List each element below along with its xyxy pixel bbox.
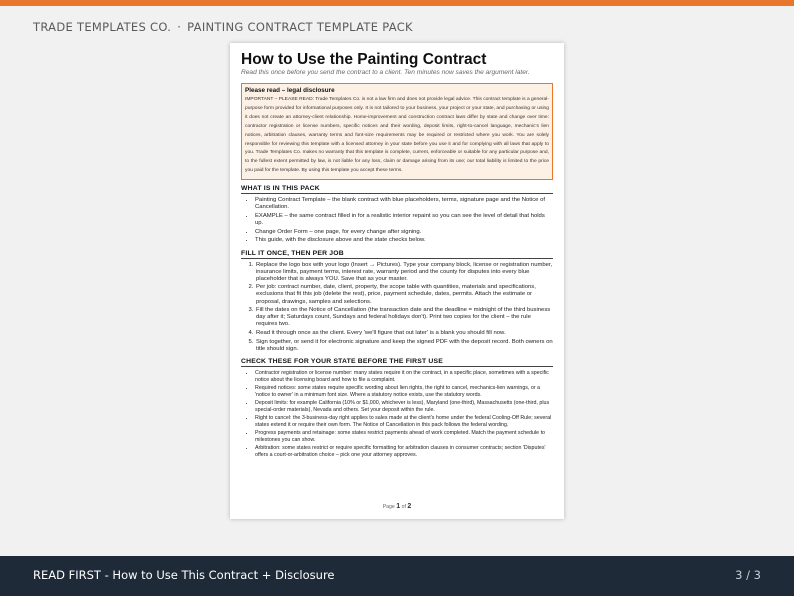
section-heading-state: CHECK THESE FOR YOUR STATE BEFORE THE FIRST USE <box>241 358 553 367</box>
top-accent-bar <box>0 0 794 6</box>
list-item: • Deposit limits: for example California (10% or $1,000, whichever is less), Maryland (one-third), Massachusetts (one-third, plus special-order materials), Nevada and others. Set your deposit within the rule. <box>255 400 553 414</box>
page-current: 1 <box>396 503 401 510</box>
page-prefix: Page <box>382 504 395 510</box>
list-item: • Change Order Form – one page, for every change after signing. <box>255 229 553 236</box>
footer-bar <box>0 556 794 596</box>
page-total: 2 <box>407 503 412 510</box>
list-item: 4. Read it through once as the client. Every 'we'll figure that out later' is a blank you should fill now. <box>255 330 553 337</box>
list-item: 3. Fill the dates on the Notice of Cancellation (the transaction date and the deadline = midnight of the third business day after it; Saturdays count, Sundays and federal holidays don't). Print two copies for the client – the rule requires two. <box>255 307 553 328</box>
page-of: of <box>401 504 406 510</box>
list-item: • This guide, with the disclosure above and the state checks below. <box>255 237 553 244</box>
slide-counter: 3 / 3 <box>735 568 761 582</box>
list-item: • Required notices: some states require specific wording about lien rights, the right to cancel, mechanics-lien warnings, or a 'notice to owner' in a minimum font size. Where a statutory notice exists, use the statutory words. <box>255 385 553 399</box>
fill-steps-list <box>241 262 553 354</box>
pack-name: PAINTING CONTRACT TEMPLATE PACK <box>187 20 413 34</box>
list-item: • Progress payments and retainage: some states restrict payments ahead of work completed. Match the payment schedule to milestones you can show. <box>255 430 553 444</box>
document-page <box>230 43 564 519</box>
pack-header <box>33 20 413 34</box>
list-item: 2. Per job: contract number, date, client, property, the scope table with quantities, materials and specifications, exclusions that fit this job (delete the rest), price, payment schedule, dates, permits. Attach the estimate or proposal, drawings, samples and selections. <box>255 284 553 305</box>
state-checks-list <box>241 370 553 459</box>
pack-list <box>241 197 553 244</box>
document-subtitle: Read this once before you send the contract to a client. Ten minutes now saves the argument later. <box>241 69 530 76</box>
page-number <box>230 503 564 510</box>
disclosure-title: Please read – legal disclosure <box>245 87 335 94</box>
list-item: 1. Replace the logo box with your logo (Insert → Pictures). Type your company block, license or registration number, insurance limits, payment terms, interest rate, warranty period and the county for disputes into every blue placeholder that is always YOU. Save that as your master. <box>255 262 553 283</box>
header-separator: · <box>177 20 182 34</box>
list-item: • Arbitration: some states restrict or require specific formatting for arbitration clauses in consumer contracts; section 'Disputes' offers a court-or-arbitration choice – pick one your attorney approves. <box>255 445 553 459</box>
brand-name: TRADE TEMPLATES CO. <box>33 20 172 34</box>
list-item: • EXAMPLE – the same contract filled in for a realistic interior repaint so you can see the level of detail that holds up. <box>255 213 553 227</box>
section-heading-fill: FILL IT ONCE, THEN PER JOB <box>241 250 553 259</box>
section-heading-pack: WHAT IS IN THIS PACK <box>241 185 553 194</box>
footer-title: READ FIRST - How to Use This Contract + Disclosure <box>33 568 335 582</box>
list-item: • Right to cancel: the 3-business-day right applies to sales made at the client's home under the federal Cooling-Off Rule; several states extend it or require their own form. The Notice of Cancellation in this pack follows the federal wording. <box>255 415 553 429</box>
list-item: • Contractor registration or license number: many states require it on the contract, in a specific place, sometimes with a specific notice about the licensing board and how to file a complaint. <box>255 370 553 384</box>
document-title: How to Use the Painting Contract <box>241 51 487 68</box>
disclosure-text: IMPORTANT – PLEASE READ: Trade Templates Co. is not a law firm and does not provide legal advice. This contract template is a general-purpose form provided for informational purposes only. It is not tailored to your business, your project or your state, and purchasing or using it does not create an attorney-client relationship. Home-improvement and construction contract laws differ by state and change over time: contractor registration or license numbers, specific notices and their wording, deposit limits, right-to-cancel language, mechanic's lien notices, arbitration clauses, warranty terms and font-size requirements may be required or restricted where you work. You are solely responsible for reviewing this template with a licensed attorney in your state before you use it and for complying with all laws that apply to you. Trade Templates Co. makes no warranty that this template is complete, current, enforceable or suitable for any particular purpose and, to the fullest extent permitted by law, is not liable for any loss, claim or damage arising from its use; our total liability is limited to the price you paid for the template. By using this template you accept these terms. <box>245 97 549 174</box>
legal-disclosure-box <box>241 83 553 180</box>
list-item: • Painting Contract Template – the blank contract with blue placeholders, terms, signature page and the Notice of Cancellation. <box>255 197 553 211</box>
list-item: 5. Sign together, or send it for electronic signature and keep the signed PDF with the deposit record. Both owners on title should sign. <box>255 339 553 353</box>
